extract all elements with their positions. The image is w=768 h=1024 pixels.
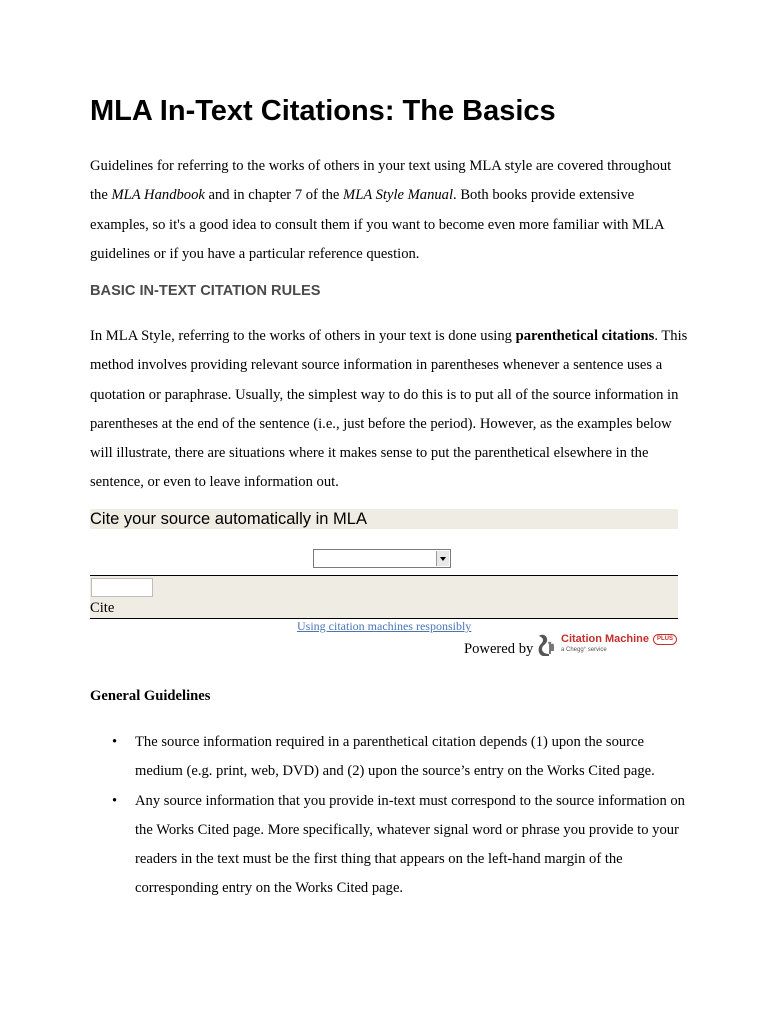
bullet-icon: • [112, 734, 118, 750]
squirrel-icon [536, 633, 558, 657]
source-type-select[interactable] [313, 549, 451, 568]
source-search-input[interactable] [91, 578, 153, 597]
chevron-down-icon[interactable] [436, 551, 449, 566]
citation-widget-title: Cite your source automatically in MLA [90, 509, 678, 529]
list-item-text: Any source information that you provide in-text must correspond to the source information on the Works Cited page. More specifically, whatever signal word or phrase you provide to your readers in the text must be the first thing that appears on the left-hand margin of the corresponding entry on the Works Cited page. [135, 792, 685, 897]
cite-button[interactable]: Cite [90, 600, 115, 616]
list-item [90, 728, 690, 787]
citation-machine-name: Citation Machine [561, 633, 650, 645]
mla-style-manual-title: MLA Style Manual [343, 187, 454, 204]
section-heading: BASIC IN-TEXT CITATION RULES [90, 283, 321, 299]
citation-machines-responsibly-link[interactable]: Using citation machines responsibly [297, 619, 472, 633]
mla-handbook-title: MLA Handbook [111, 187, 205, 204]
citation-machine-logo[interactable] [536, 633, 678, 657]
rules-paragraph [90, 322, 690, 498]
powered-by-label: Powered by [464, 641, 534, 657]
rules-text-1: In MLA Style, referring to the works of others in your text is done using [90, 328, 516, 344]
guidelines-list [90, 728, 690, 904]
intro-text-2: and in chapter 7 of the [204, 187, 344, 204]
bullet-icon: • [112, 792, 118, 809]
general-guidelines-heading: General Guidelines [90, 688, 211, 704]
list-item-text: The source information required in a parenthetical citation depends (1) upon the source medium (e.g. print, web, DVD) and (2) upon the source’s entry on the Works Cited page. [135, 734, 655, 780]
list-item [90, 787, 690, 904]
intro-paragraph [90, 152, 690, 269]
plus-badge: PLUS [653, 634, 677, 645]
page-title: MLA In-Text Citations: The Basics [90, 95, 556, 127]
rules-text-2: . This method involves providing relevant source information in parentheses whenever a sentence uses a quotation or paraphrase. Usually, the simplest way to do this is to put all of the source information in parentheses at the end of the sentence (i.e., just before the period). However, as the examples below will illustrate, there are situations where it makes sense to put the parenthetical elsewhere in the sentence, or even to leave information out. [90, 328, 688, 491]
chegg-service-tagline: a Chegg° service [561, 647, 607, 653]
citation-form [90, 575, 678, 619]
intro-text-1: Guidelines for referring to the works of others in your text using MLA style are covered throughout the [90, 158, 672, 204]
parenthetical-citations-term: parenthetical citations [515, 328, 655, 344]
intro-text-3: . Both books provide extensive examples, so it's a good idea to consult them if you want to become even more familiar with MLA guidelines or if you have a particular reference question. [90, 187, 664, 262]
